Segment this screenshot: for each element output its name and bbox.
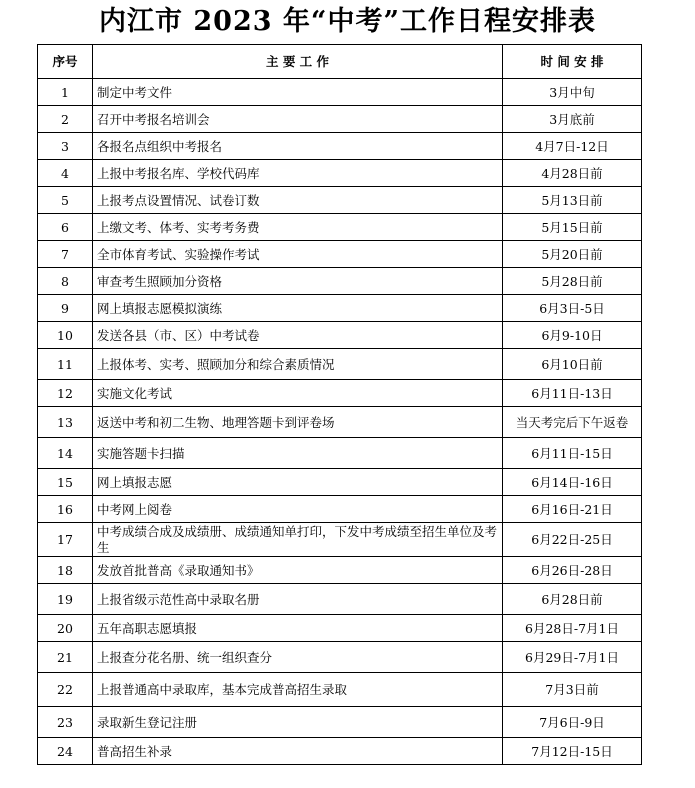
- table-row: [38, 496, 642, 523]
- row-time: 6月29日-7月1日: [503, 642, 642, 673]
- row-time: 6月11日-15日: [503, 438, 642, 469]
- table-row: [38, 133, 642, 160]
- row-number: 13: [38, 407, 93, 438]
- row-number: 17: [38, 523, 93, 557]
- row-time: 6月28日前: [503, 584, 642, 615]
- table-row: [38, 642, 642, 673]
- row-time: 6月16日-21日: [503, 496, 642, 523]
- row-time: 6月28日-7月1日: [503, 615, 642, 642]
- row-task: 审查考生照顾加分资格: [93, 268, 503, 295]
- row-number: 23: [38, 707, 93, 738]
- row-time: 7月3日前: [503, 673, 642, 707]
- row-number: 16: [38, 496, 93, 523]
- row-time: 7月6日-9日: [503, 707, 642, 738]
- table-row: [38, 214, 642, 241]
- row-number: 1: [38, 79, 93, 106]
- row-number: 4: [38, 160, 93, 187]
- row-number: 7: [38, 241, 93, 268]
- row-task: 中考网上阅卷: [93, 496, 503, 523]
- table-row: [38, 523, 642, 557]
- table-row: [38, 438, 642, 469]
- row-task: 上报体考、实考、照顾加分和综合素质情况: [93, 349, 503, 380]
- row-number: 9: [38, 295, 93, 322]
- row-time: 6月10日前: [503, 349, 642, 380]
- row-number: 21: [38, 642, 93, 673]
- table-row: [38, 106, 642, 133]
- row-time: 4月28日前: [503, 160, 642, 187]
- table-row: [38, 557, 642, 584]
- row-number: 3: [38, 133, 93, 160]
- table-header-row: [38, 45, 642, 79]
- row-time: 5月13日前: [503, 187, 642, 214]
- table-row: [38, 380, 642, 407]
- table-row: [38, 160, 642, 187]
- column-header-no: 序号: [38, 45, 93, 79]
- row-number: 5: [38, 187, 93, 214]
- row-number: 14: [38, 438, 93, 469]
- row-time: 6月11日-13日: [503, 380, 642, 407]
- table-row: [38, 295, 642, 322]
- row-number: 12: [38, 380, 93, 407]
- table-row: [38, 407, 642, 438]
- table-row: [38, 738, 642, 765]
- row-task: 返送中考和初二生物、地理答题卡到评卷场: [93, 407, 503, 438]
- row-task: 上报中考报名库、学校代码库: [93, 160, 503, 187]
- table-row: [38, 79, 642, 106]
- row-task: 制定中考文件: [93, 79, 503, 106]
- schedule-table: [37, 44, 642, 765]
- row-time: 5月20日前: [503, 241, 642, 268]
- row-number: 15: [38, 469, 93, 496]
- table-row: [38, 187, 642, 214]
- row-time: 6月9-10日: [503, 322, 642, 349]
- row-task: 网上填报志愿: [93, 469, 503, 496]
- table-row: [38, 469, 642, 496]
- row-number: 2: [38, 106, 93, 133]
- row-time: 当天考完后下午返卷: [503, 407, 642, 438]
- page-title: 内江市 2023 年“中考”工作日程安排表: [98, 6, 596, 37]
- row-task: 发放首批普高《录取通知书》: [93, 557, 503, 584]
- row-time: 6月22日-25日: [503, 523, 642, 557]
- row-time: 6月26日-28日: [503, 557, 642, 584]
- row-task: 发送各县（市、区）中考试卷: [93, 322, 503, 349]
- row-task: 全市体育考试、实验操作考试: [93, 241, 503, 268]
- row-time: 3月中旬: [503, 79, 642, 106]
- row-number: 18: [38, 557, 93, 584]
- table-row: [38, 615, 642, 642]
- row-number: 8: [38, 268, 93, 295]
- row-number: 19: [38, 584, 93, 615]
- row-task: 网上填报志愿模拟演练: [93, 295, 503, 322]
- row-task: 上报省级示范性高中录取名册: [93, 584, 503, 615]
- table-row: [38, 673, 642, 707]
- row-time: 6月3日-5日: [503, 295, 642, 322]
- row-number: 20: [38, 615, 93, 642]
- column-header-time: 时 间 安 排: [503, 45, 642, 79]
- row-task: 普高招生补录: [93, 738, 503, 765]
- row-number: 10: [38, 322, 93, 349]
- table-row: [38, 322, 642, 349]
- table-row: [38, 268, 642, 295]
- row-time: 5月15日前: [503, 214, 642, 241]
- row-task: 各报名点组织中考报名: [93, 133, 503, 160]
- row-task: 录取新生登记注册: [93, 707, 503, 738]
- row-task: 上缴文考、体考、实考考务费: [93, 214, 503, 241]
- row-time: 6月14日-16日: [503, 469, 642, 496]
- column-header-task: 主 要 工 作: [93, 45, 503, 79]
- row-number: 11: [38, 349, 93, 380]
- row-task: 上报普通高中录取库，基本完成普高招生录取: [93, 673, 503, 707]
- row-time: 7月12日-15日: [503, 738, 642, 765]
- row-number: 22: [38, 673, 93, 707]
- row-task: 上报查分花名册、统一组织查分: [93, 642, 503, 673]
- row-time: 3月底前: [503, 106, 642, 133]
- row-task: 实施答题卡扫描: [93, 438, 503, 469]
- row-task: 五年高职志愿填报: [93, 615, 503, 642]
- row-number: 6: [38, 214, 93, 241]
- row-number: 24: [38, 738, 93, 765]
- row-task: 实施文化考试: [93, 380, 503, 407]
- table-row: [38, 241, 642, 268]
- row-time: 5月28日前: [503, 268, 642, 295]
- table-row: [38, 707, 642, 738]
- table-row: [38, 349, 642, 380]
- row-time: 4月7日-12日: [503, 133, 642, 160]
- table-row: [38, 584, 642, 615]
- row-task: 上报考点设置情况、试卷订数: [93, 187, 503, 214]
- row-task: 中考成绩合成及成绩册、成绩通知单打印，下发中考成绩至招生单位及考生: [93, 523, 503, 557]
- row-task: 召开中考报名培训会: [93, 106, 503, 133]
